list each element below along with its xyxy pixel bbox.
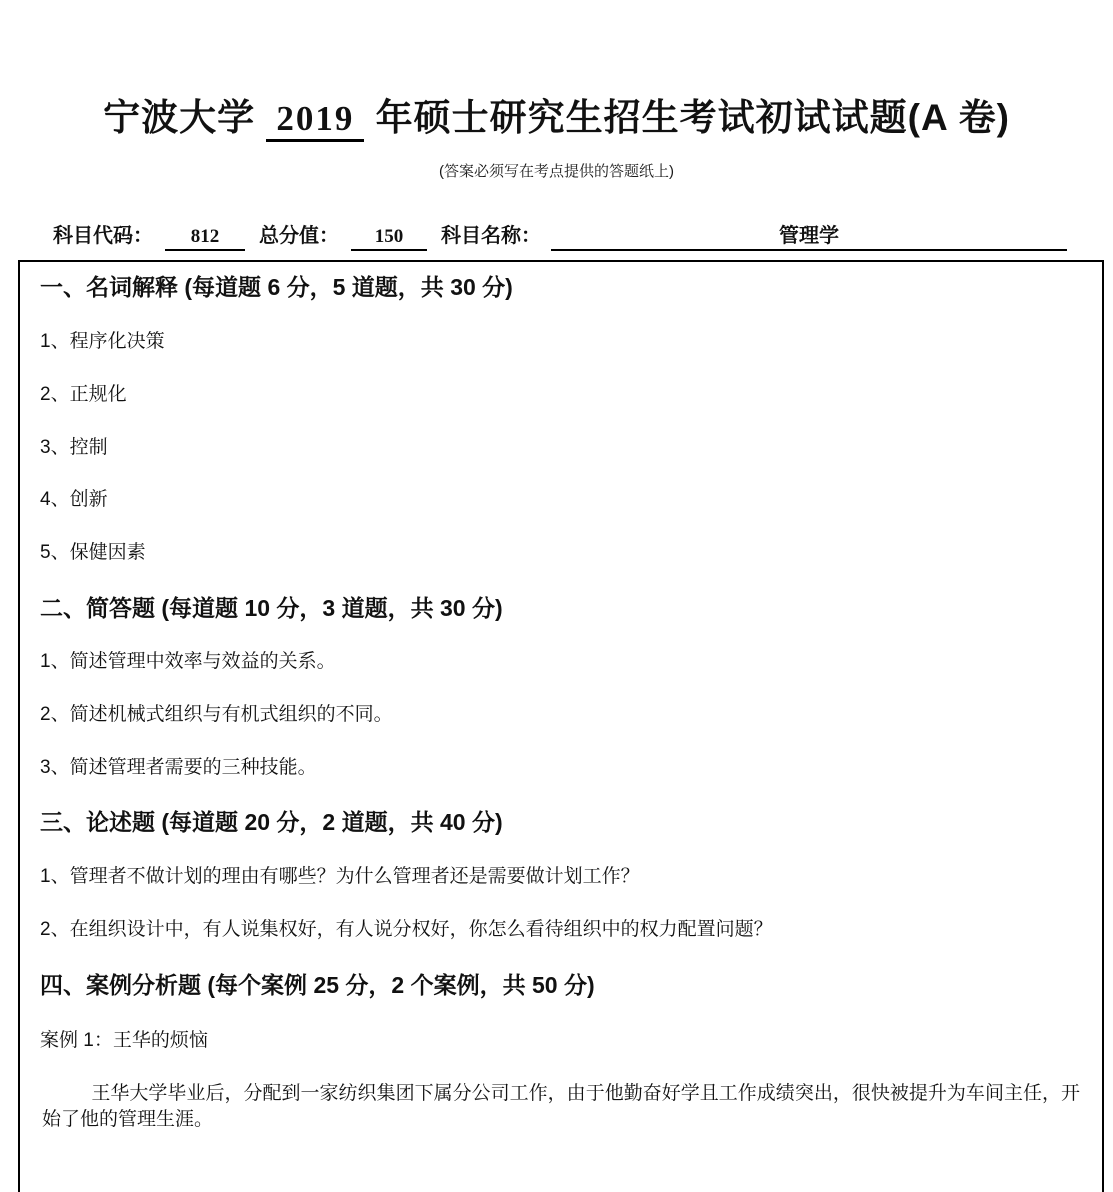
section-3-essay	[40, 808, 1082, 942]
total-score-value: 150	[351, 226, 427, 251]
title-prefix: 宁波大学	[103, 97, 256, 138]
case-1-title: 案例 1：王华的烦恼	[40, 1030, 208, 1052]
answer-sheet-notice: (答案必须写在考点提供的答题纸上)	[439, 163, 674, 181]
total-score-label: 总分值：	[259, 225, 339, 248]
questions-box	[18, 260, 1104, 1192]
question-item: 4、创新	[40, 489, 108, 511]
subject-name-label: 科目名称：	[441, 225, 541, 248]
question-item: 5、保健因素	[40, 541, 146, 563]
subject-code-label: 科目代码：	[53, 225, 153, 248]
title-year-underlined: 2019	[266, 99, 364, 142]
subject-meta-row	[53, 219, 1067, 251]
question-item: 2、正规化	[40, 383, 127, 405]
case-1-intro-clipped: 王华大学毕业后，分配到一家纺织集团下属分公司工作，由于他勤奋好学且工作成绩突出，很快被提升为车间主任，开始了他的管理生涯。	[42, 1082, 1080, 1130]
subject-code-value: 812	[165, 226, 245, 251]
question-item: 2、简述机械式组织与有机式组织的不同。	[40, 704, 393, 726]
exam-paper-page	[0, 96, 1113, 1148]
section-3-heading: 三、论述题 (每道题 20 分，2 道题，共 40 分)	[40, 809, 503, 836]
section-1-heading: 一、名词解释 (每道题 6 分，5 道题，共 30 分)	[40, 274, 513, 301]
subject-name-value: 管理学	[551, 219, 1067, 251]
question-item: 3、简述管理者需要的三种技能。	[40, 756, 317, 778]
section-2-heading: 二、简答题 (每道题 10 分，3 道题，共 30 分)	[40, 594, 503, 621]
question-item: 2、在组织设计中，有人说集权好，有人说分权好，你怎么看待组织中的权力配置问题？	[40, 918, 773, 940]
page-title	[0, 96, 1113, 140]
title-suffix: 年硕士研究生招生考试初试试题(A 卷)	[375, 97, 1010, 138]
section-1-terms	[40, 273, 1082, 565]
section-2-short-answer	[40, 594, 1082, 781]
section-4-case-analysis	[40, 971, 1082, 1133]
question-item: 1、程序化决策	[40, 331, 165, 353]
section-4-heading: 四、案例分析题 (每个案例 25 分，2 个案例，共 50 分)	[40, 971, 595, 998]
question-item: 1、管理者不做计划的理由有哪些？为什么管理者还是需要做计划工作？	[40, 866, 640, 888]
question-item: 1、简述管理中效率与效益的关系。	[40, 651, 336, 673]
question-item: 3、控制	[40, 436, 108, 458]
